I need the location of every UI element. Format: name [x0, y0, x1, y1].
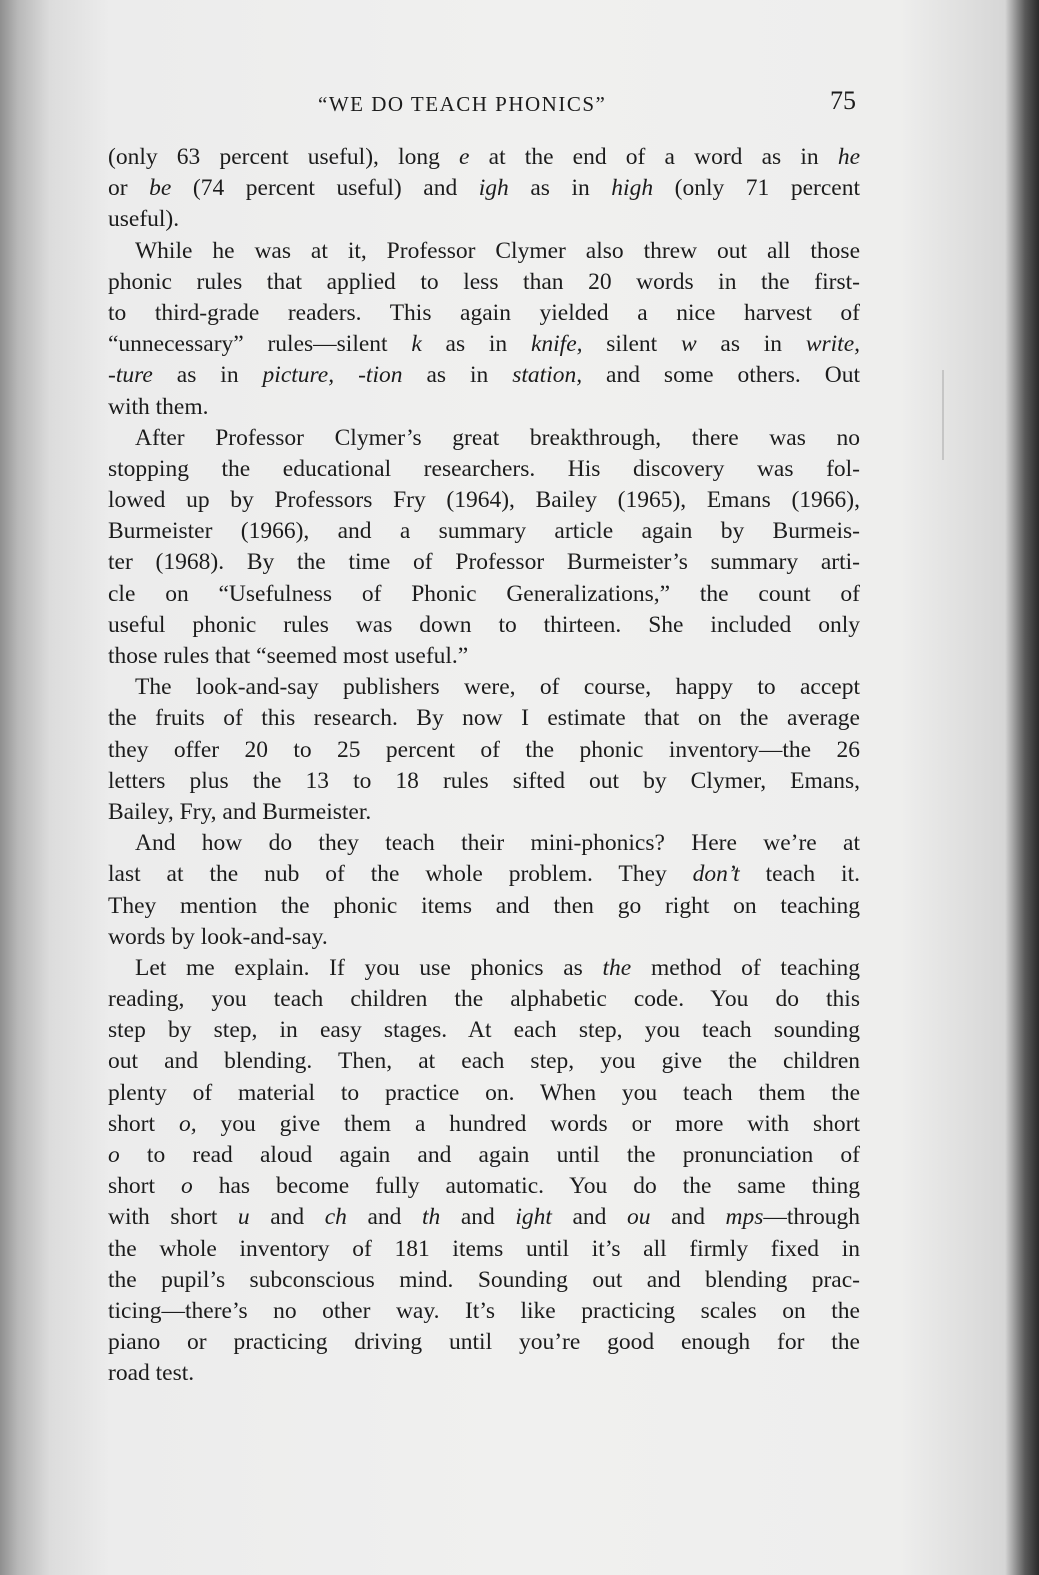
running-head-title: “ WE DO TEACH PHONICS ” — [318, 92, 606, 117]
text-run: and — [650, 1204, 726, 1231]
italic-term: ou — [626, 1204, 651, 1231]
text-line — [108, 922, 860, 953]
italic-term: ight — [515, 1204, 552, 1231]
text-run: (only 71 percent — [653, 175, 860, 202]
text-run: the pupil’s subconscious mind. Sounding out and blending prac- — [108, 1266, 860, 1293]
text-line — [108, 1265, 860, 1296]
text-run: short — [108, 1110, 179, 1137]
text-run: —through — [763, 1204, 860, 1231]
text-run: silent — [582, 331, 681, 358]
text-run: “unnecessary” rules—silent — [108, 331, 412, 358]
text-run: Bailey, Fry, and Burmeister. — [108, 798, 372, 825]
italic-term: mps — [725, 1204, 764, 1231]
text-run: While he was at it, Professor Clymer also threw out all those — [135, 237, 860, 264]
text-run: They mention the phonic items and then go right on teaching — [108, 892, 860, 919]
text-line — [108, 516, 860, 547]
italic-term: o, — [178, 1110, 197, 1137]
text-run: the fruits of this research. By now I estimate that on the average — [108, 705, 860, 732]
body-text — [108, 142, 860, 1390]
text-line — [108, 797, 860, 828]
text-run: stopping the educational researchers. His discovery was fol- — [108, 455, 860, 482]
italic-term: he — [837, 144, 860, 170]
text-run: at the end of a word as in — [469, 144, 838, 170]
text-run: teach it. — [739, 861, 860, 888]
text-line — [108, 204, 860, 235]
text-run: ter (1968). By the time of Professor Burmeister’s summary arti- — [108, 549, 860, 576]
text-line — [108, 610, 860, 641]
text-run: step by step, in easy stages. At each step, you teach sounding — [108, 1017, 860, 1044]
text-run: road test. — [108, 1360, 195, 1387]
text-run: and — [551, 1204, 627, 1231]
text-run: And how do they teach their mini-phonics? Here we’re at — [135, 830, 860, 857]
text-run: and some others. Out — [582, 362, 861, 389]
text-run: to read aloud again and again until the pronunciation of — [119, 1142, 860, 1168]
text-line — [108, 360, 860, 391]
text-run: with them. — [108, 393, 209, 420]
text-run: ticing—there’s no other way. It’s like practicing scales on the — [108, 1297, 860, 1324]
text-line — [108, 547, 860, 578]
text-run: useful). — [108, 206, 180, 233]
italic-term: ch — [324, 1204, 347, 1231]
text-run: lowed up by Professors Fry (1964), Bailey (1965), Emans (1966), — [108, 487, 860, 514]
text-run: you give them a hundred words or more with short — [196, 1110, 861, 1137]
italic-term: o — [181, 1173, 193, 1200]
text-run: with short — [108, 1204, 238, 1231]
text-line — [108, 267, 860, 298]
text-run: has become fully automatic. You do the same thing — [192, 1173, 860, 1200]
text-run: reading, you teach children the alphabetic code. You do this — [108, 986, 860, 1013]
text-run: cle on “Usefulness of Phonic Generalizations,” the count of — [108, 580, 860, 607]
text-line — [108, 1046, 860, 1077]
italic-term: picture, — [262, 362, 335, 389]
text-run: After Professor Clymer’s great breakthrough, there was no — [135, 424, 860, 451]
text-run: those rules that “seemed most useful.” — [108, 643, 469, 669]
italic-term: o — [108, 1142, 120, 1168]
text-line — [108, 454, 860, 485]
text-run: or — [108, 175, 150, 202]
text-run: as in — [696, 331, 806, 358]
italic-term: u — [237, 1204, 250, 1231]
italic-term: be — [149, 175, 172, 202]
text-run: phonic rules that applied to less than 20 words in the first- — [108, 268, 860, 295]
italic-term: w — [680, 331, 697, 358]
show-through-mark — [942, 370, 944, 460]
text-run: the whole inventory of 181 items until it’s all firmly fixed in — [108, 1235, 860, 1262]
text-run: (only 63 percent useful), long — [108, 144, 460, 170]
text-line — [108, 236, 860, 267]
page-number: 75 — [830, 86, 856, 115]
text-line — [108, 859, 860, 890]
text-line — [108, 1109, 860, 1140]
text-run: last at the nub of the whole problem. They — [108, 861, 693, 888]
text-line — [108, 1358, 860, 1389]
text-run: as in — [508, 175, 612, 202]
text-run: and — [346, 1204, 422, 1231]
text-line — [108, 891, 860, 922]
italic-term: write, — [805, 331, 861, 358]
text-run: Burmeister (1966), and a summary article again by Burmeis- — [108, 518, 860, 545]
text-run: they offer 20 to 25 percent of the phonic inventory—the 26 — [108, 736, 860, 763]
text-line — [108, 298, 860, 329]
text-run: as in — [421, 331, 531, 358]
italic-term: -ture — [108, 362, 153, 389]
text-line — [108, 1140, 860, 1171]
text-line — [108, 1078, 860, 1109]
text-line — [108, 423, 860, 454]
italic-term: high — [611, 175, 654, 202]
italic-term: e — [459, 144, 470, 170]
text-line — [108, 485, 860, 516]
text-run: short — [108, 1173, 181, 1200]
italic-term: k — [411, 331, 422, 358]
text-line — [108, 392, 860, 423]
text-line — [108, 173, 860, 204]
text-run: and — [249, 1204, 325, 1231]
text-run: Let me explain. If you use phonics as — [135, 954, 603, 981]
text-line — [108, 329, 860, 360]
italic-term: -tion — [358, 362, 403, 389]
text-line — [108, 828, 860, 859]
text-line — [108, 579, 860, 610]
text-line — [108, 142, 860, 173]
text-run: as in — [402, 362, 513, 389]
text-run: piano or practicing driving until you’re good enough for the — [108, 1329, 860, 1356]
text-line — [108, 953, 860, 984]
text-run: as in — [152, 362, 263, 389]
text-line — [108, 984, 860, 1015]
running-head — [108, 86, 860, 120]
text-run: out and blending. Then, at each step, you give the children — [108, 1048, 860, 1075]
text-line — [108, 1296, 860, 1327]
italic-term: station, — [512, 362, 583, 389]
text-line — [108, 1234, 860, 1265]
text-run: useful phonic rules was down to thirteen. She included only — [108, 611, 860, 638]
italic-term: the — [602, 954, 632, 981]
text-line — [108, 703, 860, 734]
italic-term: th — [421, 1204, 441, 1231]
text-line — [108, 672, 860, 703]
text-line — [108, 1015, 860, 1046]
text-run — [334, 362, 358, 388]
text-line — [108, 1327, 860, 1358]
text-run: (74 percent useful) and — [171, 175, 479, 202]
text-run: letters plus the 13 to 18 rules sifted out by Clymer, Emans, — [108, 767, 860, 794]
text-run: The look-and-say publishers were, of course, happy to accept — [135, 674, 860, 701]
italic-term: don’t — [692, 861, 740, 888]
text-line — [108, 1202, 860, 1233]
text-run: and — [440, 1204, 516, 1231]
text-run: to third-grade readers. This again yielded a nice harvest of — [108, 299, 860, 326]
text-line — [108, 766, 860, 797]
italic-term: knife, — [530, 331, 583, 358]
text-run: method of teaching — [631, 954, 860, 981]
text-run: words by look-and-say. — [108, 923, 328, 950]
text-line — [108, 1171, 860, 1202]
text-line — [108, 735, 860, 766]
italic-term: igh — [478, 175, 509, 202]
text-run: plenty of material to practice on. When you teach them the — [108, 1079, 860, 1106]
text-line — [108, 641, 860, 672]
